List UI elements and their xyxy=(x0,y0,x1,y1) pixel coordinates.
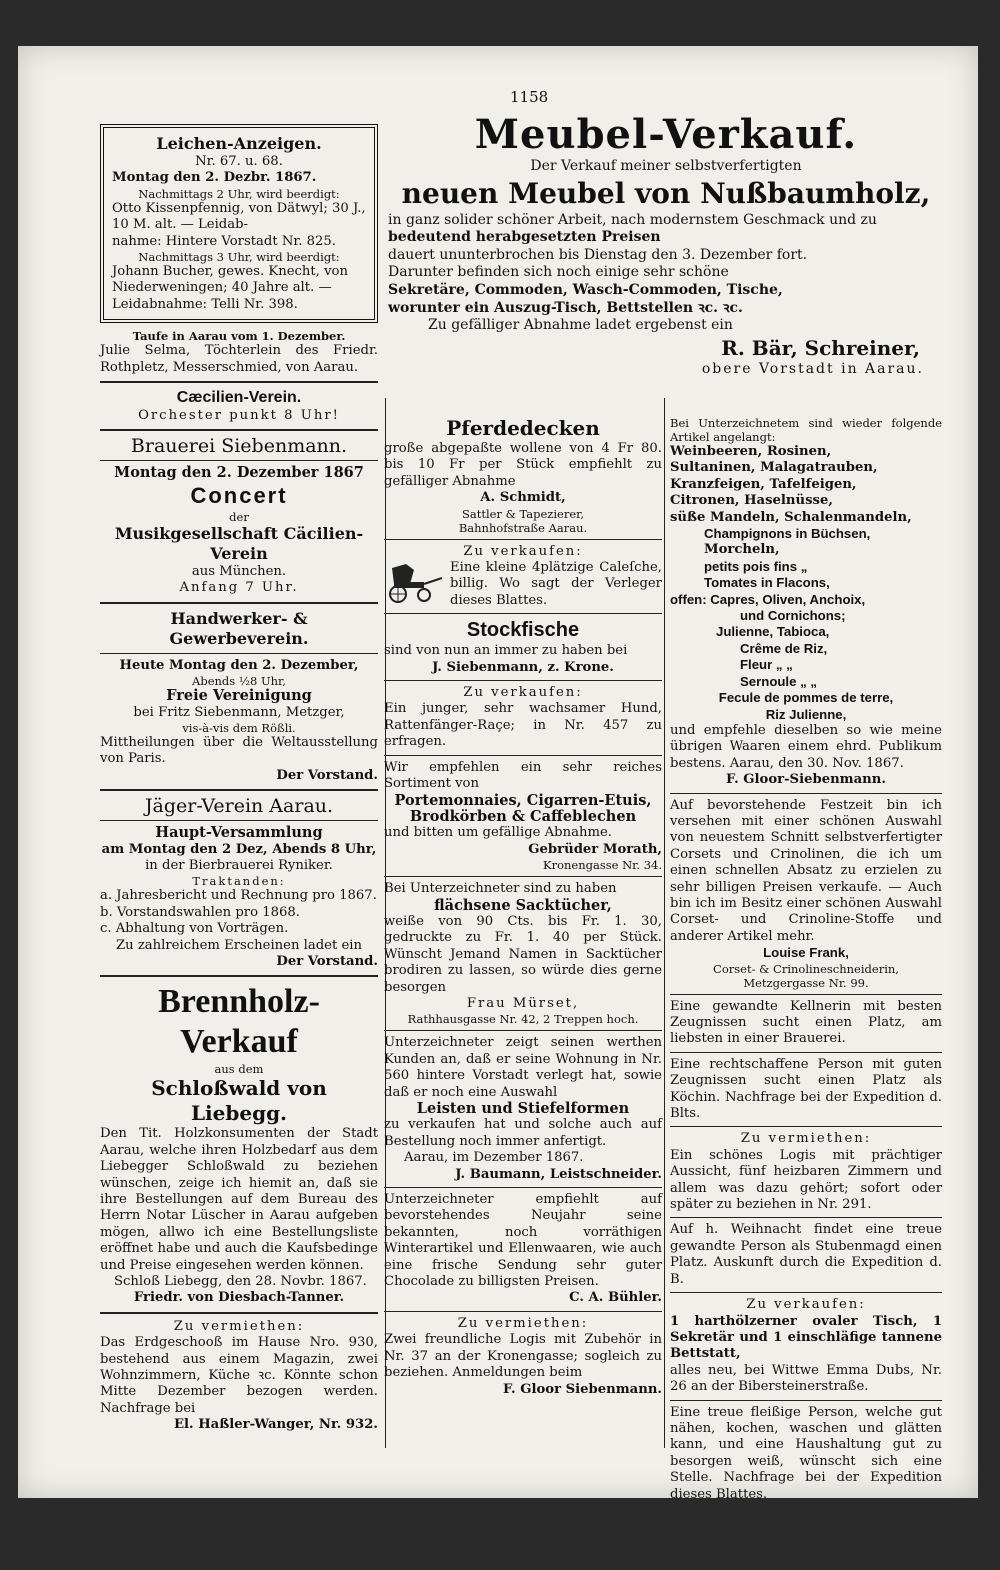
text-block: Eine kleine 4plätzige Caleſche, billig. Wo sagt der Verleger dieses Blattes. xyxy=(450,560,662,608)
text-line: Haupt-Versammlung xyxy=(155,824,323,842)
signature: Frau Mürset, xyxy=(466,995,580,1011)
text-block: alles neu, bei Wittwe Emma Dubs, Nr. 26 an der Bibersteinerstraße. xyxy=(670,1362,942,1395)
text-line: Corset- & Crinolineschneiderin, xyxy=(713,961,899,976)
text-line: Abends ½8 Uhr, xyxy=(192,674,286,689)
text-line: Zu gefälliger Abnahme ladet ergebenst ein xyxy=(428,317,733,334)
section-title: Leisten und Stiefelformen xyxy=(416,1100,630,1117)
list-item: Weinbeeren, Rosinen, xyxy=(670,444,832,459)
text-line: Kronengasse Nr. 34. xyxy=(542,858,662,873)
text-line: bei Fritz Siebenmann, Metzger, xyxy=(133,704,345,720)
text-block: Unterzeichneter zeigt seinen werthen Kunden an, daß er seine Wohnung in Nr. 560 hintere Vorstadt verlegt hat, sowie daß er noch eine Auswahl xyxy=(384,1035,662,1100)
text-line: in der Bierbrauerei Ryniker. xyxy=(145,857,333,873)
text-block: weiße von 90 Cts. bis Fr. 1. 30, gedruckte zu Fr. 1. 40 per Stück. Wünscht Jemand Namen in Sacktücher brodiren zu lassen, so würde dies gerne besorgen xyxy=(384,913,662,995)
signature: Gebrüder Morath, xyxy=(528,841,662,857)
text-line: der xyxy=(229,509,249,524)
list-item: Crême de Riz, xyxy=(740,640,828,656)
list-item: Champignons in Büchsen, xyxy=(704,526,871,542)
text-line: Metzgergasse Nr. 99. xyxy=(743,975,869,990)
signature: Der Vorstand. xyxy=(276,953,378,969)
section-title: Zu vermiethen: xyxy=(173,1318,305,1334)
list-item: b. Vorstandswahlen pro 1868. xyxy=(100,904,300,920)
text-line: Schloß Liebegg, den 28. Novbr. 1867. xyxy=(114,1274,367,1290)
section-title: Zu vermiethen: xyxy=(740,1131,872,1147)
list-item: petits pois fins „ xyxy=(704,558,808,574)
section-title: Pferdedecken xyxy=(446,416,600,440)
text-line: Montag den 2. Dezbr. 1867. xyxy=(112,170,317,186)
text-line: Nachmittags 3 Uhr, wird beerdigt: xyxy=(138,250,340,265)
list-item: a. Jahresbericht und Rechnung pro 1867. xyxy=(100,888,377,904)
text-line: am Montag den 2 Dez, Abends 8 Uhr, xyxy=(101,841,377,857)
text-line: Freie Vereinigung xyxy=(166,687,312,705)
text-line: Zu zahlreichem Erscheinen ladet ein xyxy=(116,937,362,953)
list-item: Sernoule „ „ xyxy=(740,673,817,689)
carriage-icon xyxy=(384,560,444,604)
text-block: zu verkaufen hat und solche auch auf Bestellung noch immer anfertigt. xyxy=(384,1117,662,1149)
list-item: Fecule de pommes de terre, xyxy=(718,690,894,706)
text-line: Traktanden: xyxy=(192,874,286,889)
text-line: worunter ein Auszug-Tisch, Bettstellen ꝛc. ꝛc. xyxy=(388,299,743,316)
concert-title: Concert xyxy=(190,482,288,508)
text-block: Den Tit. Holzkonsumenten der Stadt Aarau, welche ihren Holzbedarf aus dem Liebegger Schloßwald zu beziehen wünschen, zeige ich hiemit an, daß sie ihre Bestellungen auf dem Bureau des Herrn Notar Lüscher in Aarau aufgeben mögen, allwo ich eine Bestellungsliste eröffnet habe und auch die Kaufsbedinge und Preise eingesehen werden können. xyxy=(100,1126,378,1273)
signature: F. Gloor Siebenmann. xyxy=(502,1381,662,1397)
list-item: c. Abhaltung von Vorträgen. xyxy=(100,921,289,937)
text-line: Sekretäre, Commoden, Wasch-Commoden, Tische, xyxy=(388,281,783,298)
text-line: Der Verkauf meiner selbstverfertigten xyxy=(530,158,802,174)
meubel-headline: neuen Meubel von Nußbaumholz, xyxy=(401,176,931,210)
text-block: und empfehle dieselben so wie meine übrigen Waaren einem ehrd. Publikum bestens. Aarau, den 30. Nov. 1867. xyxy=(670,722,942,771)
signature: J. Siebenmann, z. Krone. xyxy=(432,659,614,675)
section-title: Handwerker- & Gewerbeverein. xyxy=(169,608,309,648)
section-title: Zu verkaufen: xyxy=(746,1297,866,1313)
text-line: Johann Bucher, gewes. Knecht, von Niederweningen; 40 Jahre alt. — xyxy=(112,264,348,296)
newspaper-page xyxy=(18,46,978,1502)
text-block: Auf h. Weihnacht findet eine treue gewandte Person als Stubenmagd einen Platz. Auskunft durch die Expedition d. B. xyxy=(670,1222,942,1287)
list-item: und Cornichons; xyxy=(740,608,846,624)
text-block: Mittheilungen über die Weltausstellung von Paris. xyxy=(100,734,378,767)
meubel-ad xyxy=(388,112,944,378)
text-line: Anfang 7 Uhr. xyxy=(179,580,299,596)
text-block: Unterzeichneter empfiehlt auf bevorstehendes Neujahr seine bekannten, noch vorräthigen Winterartikel und Ellenwaaren, wie auch eine frische Sendung sehr guter Chocolade zu billigsten Preisen. xyxy=(384,1192,662,1290)
column-2 xyxy=(384,416,662,1398)
text-line: Bahnhofstraße Aarau. xyxy=(458,520,588,535)
text-line: Heute Montag den 2. Dezember, xyxy=(119,657,359,673)
text-line: in ganz solider schöner Arbeit, nach modernstem Geschmack und zu xyxy=(388,211,877,228)
section-title: Taufe in Aarau vom 1. Dezember. xyxy=(132,329,346,344)
section-title: Jäger-Verein Aarau. xyxy=(144,795,334,818)
page-number: 1158 xyxy=(510,88,549,106)
list-item: Tomates in Flacons, xyxy=(704,575,830,591)
text-line: aus München. xyxy=(191,563,287,579)
caleche-ad xyxy=(384,560,662,609)
section-title: Zu verkaufen: xyxy=(463,543,583,559)
signature: Der Vorstand. xyxy=(276,767,378,783)
text-line: vis-à-vis dem Rößli. xyxy=(182,720,296,735)
text-block: Eine treue fleißige Person, welche gut nähen, kochen, waschen und glätten kann, und eine Haushaltung gut zu besorgen weiß, wünscht sich eine Stelle. Nachfrage bei der Expedition dieses Blattes. xyxy=(670,1404,942,1502)
text-block: 1 harthölzerner ovaler Tisch, 1 Sekretär und 1 einschläfige tannene Bettstatt, xyxy=(670,1313,942,1362)
list-item: Citronen, Haselnüsse, xyxy=(670,493,833,509)
text-block: Eine rechtschaffene Person mit guten Zeugnissen sucht einen Platz als Köchin. Nachfrage bei der Expedition d. Blts. xyxy=(670,1056,942,1122)
text-line: und bitten um gefällige Abnahme. xyxy=(384,825,612,841)
section-title: Zu vermiethen: xyxy=(457,1315,589,1331)
meubel-title: Meubel-Verkauf. xyxy=(474,111,858,158)
text-line: Rathhausgasse Nr. 42, 2 Treppen hoch. xyxy=(407,1012,639,1027)
list-item: Sultaninen, Malagatrauben, xyxy=(670,460,878,476)
section-title: Stockfische xyxy=(466,619,580,642)
text-line: Otto Kissenpfennig, von Dätwyl; 30 J., 10 M. alt. — Leidab- xyxy=(112,200,366,233)
text-block: Das Erdgeschooß im Hause Nro. 930, bestehend aus einem Magazin, zwei Wohnzimmern, Küche ꝛc. Könnte schon Mitte Dezember bezogen werden. Nachfrage bei xyxy=(100,1335,378,1416)
list-item: offen: Capres, Oliven, Anchoix, xyxy=(670,591,866,607)
text-line: Aarau, im Dezember 1867. xyxy=(404,1150,584,1166)
text-block: Bei Unterzeichnetem sind wieder folgende Artikel angelangt: xyxy=(670,416,942,444)
list-item: süße Mandeln, Schalenmandeln, xyxy=(670,509,912,525)
section-title: Brauerei Siebenmann. xyxy=(130,435,348,458)
text-line: nahme: Hintere Vorstadt Nr. 825. xyxy=(112,233,336,249)
text-line: Sattler & Tapezierer, xyxy=(461,506,585,521)
list-item: Fleur „ „ xyxy=(740,657,793,673)
text-line: Darunter befinden sich noch einige sehr schöne xyxy=(388,264,729,281)
text-block: Zwei freundliche Logis mit Zubehör in Nr. 37 an der Kronengasse; sogleich zu beziehen. Anmeldungen beim xyxy=(384,1332,662,1381)
list-item: Kranzfeigen, Tafelfeigen, xyxy=(670,476,857,492)
column-1 xyxy=(100,124,378,1434)
column-3 xyxy=(670,416,942,1503)
signature: Louise Frank, xyxy=(763,945,849,961)
list-item: Riz Julienne, xyxy=(765,706,847,722)
signature: F. Gloor-Siebenmann. xyxy=(726,772,886,788)
section-title: Zu verkaufen: xyxy=(463,685,583,701)
signature: El. Haßler-Wanger, Nr. 932. xyxy=(173,1417,378,1433)
signature: C. A. Bühler. xyxy=(569,1290,662,1306)
list-item: Julienne, Tabioca, xyxy=(716,624,830,640)
section-title: Cæcilien-Verein. xyxy=(176,389,302,407)
text-line: Portemonnaies, Cigarren-Etuis, xyxy=(394,791,652,809)
signature: A. Schmidt, xyxy=(480,490,566,506)
text-line: bedeutend herabgesetzten Preisen xyxy=(388,229,661,246)
column-rule xyxy=(664,398,665,1448)
text-block: Julie Selma, Töchterlein des Friedr. Rothpletz, Messerschmied, von Aarau. xyxy=(100,343,378,375)
leichen-anzeigen-box xyxy=(100,124,378,323)
text-line: Bei Unterzeichneter sind zu haben xyxy=(384,881,617,897)
text-line: Orchester punkt 8 Uhr! xyxy=(138,408,340,424)
text-block: Ein junger, sehr wachsamer Hund, Rattenfänger-Raçe; in Nr. 457 zu erfragen. xyxy=(384,701,662,750)
signature-address: obere Vorstadt in Aarau. xyxy=(701,360,924,377)
text-line: Leidabnahme: Telli Nr. 398. xyxy=(112,296,298,312)
section-title: Leichen-Anzeigen. xyxy=(156,134,322,153)
text-line: Schloßwald von Liebegg. xyxy=(151,1076,327,1126)
text-block: große abgepaßte wollene von 4 Fr 80. bis 10 Fr per Stück empfiehlt zu gefälliger Abnahme xyxy=(384,441,662,489)
text-line: Nachmittags 2 Uhr, wird beerdigt: xyxy=(138,186,340,201)
text-line: Musikgesellschaft Cäcilien-Verein xyxy=(114,523,364,563)
text-line: Montag den 2. Dezember 1867 xyxy=(114,464,364,482)
text-line: dauert ununterbrochen bis Dienstag den 3. Dezember fort. xyxy=(388,246,808,263)
text-block: sind von nun an immer zu haben bei xyxy=(384,643,628,659)
signature: R. Bär, Schreiner, xyxy=(721,335,920,360)
text-block: Ein schönes Logis mit prächtiger Aussicht, fünf heizbaren Zimmern und allem was dazu gehört; sofort oder später zu beziehen in Nr. 291. xyxy=(670,1147,942,1213)
text-line: Nr. 67. u. 68. xyxy=(195,154,283,169)
text-block: Eine gewandte Kellnerin mit besten Zeugnissen sucht einen Platz, am liebsten in einer Brauerei. xyxy=(670,998,942,1047)
text-block: Wir empfehlen ein sehr reiches Sortiment von xyxy=(384,759,662,792)
text-line: aus dem xyxy=(214,1062,264,1077)
text-line: Brodkörben & Caffeblechen xyxy=(409,807,637,825)
text-line: flächsene Sacktücher, xyxy=(434,896,612,914)
signature: J. Baumann, Leistschneider. xyxy=(455,1166,662,1182)
text-block: Auf bevorstehende Festzeit bin ich versehen mit einer schönen Auswahl von neuestem Schnitt selbstverfertigter Corsets und Crinolinen, die ich um einen schnellen Absatz zu erzielen zu sehr billigen Preisen verkaufe. — Auch bin ich im Besitz einer schönen Auswahl Corset- und Crinoline-Stoffe und anderer Artikel mehr. xyxy=(670,797,942,944)
section-title: Brennholz-Verkauf xyxy=(158,983,320,1061)
list-item: Morcheln, xyxy=(704,542,780,558)
signature: Friedr. von Diesbach-Tanner. xyxy=(133,1290,345,1306)
